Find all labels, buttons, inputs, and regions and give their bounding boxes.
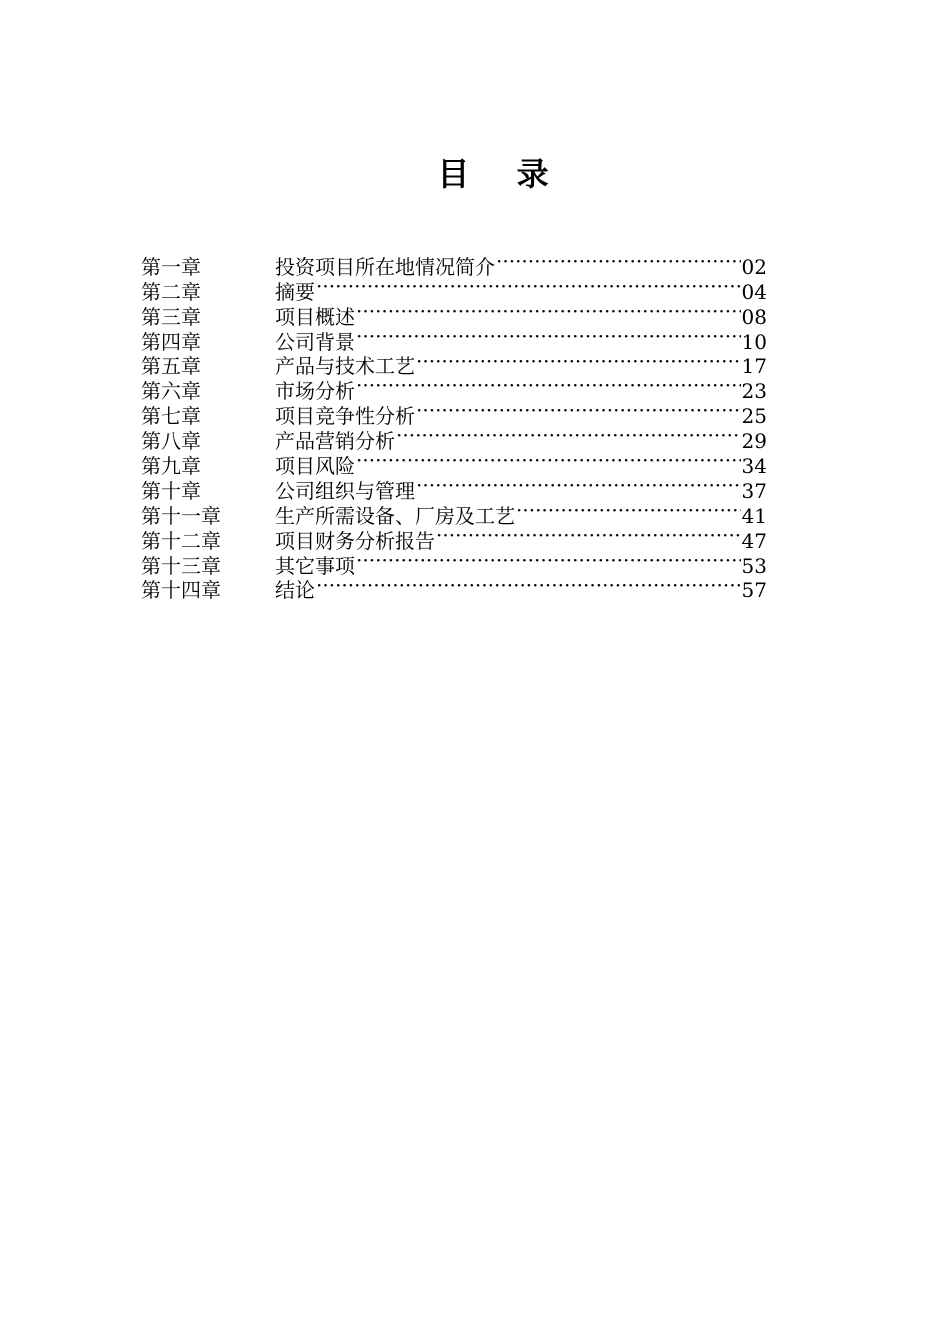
toc-chapter-number: 第二章 [141, 279, 201, 304]
toc-chapter-number: 第三章 [141, 304, 201, 329]
toc-chapter-title: 摘要 [275, 279, 315, 304]
toc-chapter-title: 项目财务分析报告 [275, 528, 435, 553]
toc-chapter-number: 第十三章 [141, 553, 221, 578]
toc-page-number: 47 [741, 528, 767, 553]
toc-page-number: 29 [741, 429, 767, 454]
toc-chapter-number: 第十四章 [141, 578, 221, 603]
toc-chapter-number: 第九章 [141, 454, 201, 479]
toc-chapter-title: 项目风险 [275, 454, 355, 479]
table-of-contents [141, 249, 767, 603]
toc-chapter-number: 第一章 [141, 254, 201, 279]
toc-chapter-title: 公司组织与管理 [275, 478, 415, 503]
toc-chapter-number: 第十二章 [141, 528, 221, 553]
toc-page-number: 34 [741, 454, 767, 479]
toc-chapter-number: 第七章 [141, 404, 201, 429]
toc-dot-leader [356, 448, 741, 473]
toc-dot-leader [516, 498, 741, 523]
toc-chapter-number: 第十章 [141, 478, 201, 503]
toc-chapter-title: 结论 [275, 578, 315, 603]
toc-chapter-number: 第六章 [141, 379, 201, 404]
toc-chapter-title: 产品营销分析 [275, 429, 395, 454]
toc-dot-leader [416, 398, 741, 423]
toc-chapter-title: 项目概述 [275, 304, 355, 329]
toc-dot-leader [396, 423, 741, 448]
toc-page-number: 17 [741, 354, 767, 379]
toc-dot-leader [436, 523, 741, 548]
page-title: 目 录 [437, 155, 567, 193]
toc-chapter-number: 第五章 [141, 354, 201, 379]
toc-dot-leader [496, 249, 741, 274]
toc-page-number: 57 [741, 578, 767, 603]
toc-chapter-number: 第八章 [141, 429, 201, 454]
toc-page-number: 02 [741, 254, 767, 279]
toc-chapter-title: 市场分析 [275, 379, 355, 404]
toc-page-number: 37 [741, 478, 767, 503]
toc-dot-leader [356, 324, 741, 349]
toc-page-number: 25 [741, 404, 767, 429]
toc-chapter-title: 产品与技术工艺 [275, 354, 415, 379]
toc-dot-leader [356, 373, 741, 398]
toc-page-number: 23 [741, 379, 767, 404]
toc-dot-leader [416, 473, 741, 498]
toc-page-number: 53 [741, 553, 767, 578]
toc-dot-leader [316, 573, 741, 598]
toc-chapter-title: 生产所需设备、厂房及工艺 [275, 503, 515, 528]
toc-chapter-number: 第十一章 [141, 503, 221, 528]
toc-chapter-title: 投资项目所在地情况简介 [275, 254, 495, 279]
toc-entry-1 [141, 249, 767, 279]
toc-chapter-title: 公司背景 [275, 329, 355, 354]
toc-chapter-title: 项目竞争性分析 [275, 404, 415, 429]
toc-page-number: 08 [741, 304, 767, 329]
toc-dot-leader [356, 548, 741, 573]
toc-chapter-number: 第四章 [141, 329, 201, 354]
toc-dot-leader [416, 349, 741, 374]
toc-page-number: 04 [741, 279, 767, 304]
toc-dot-leader [316, 274, 741, 299]
toc-dot-leader [356, 299, 741, 324]
toc-page-number: 41 [741, 503, 767, 528]
toc-page-number: 10 [741, 329, 767, 354]
toc-chapter-title: 其它事项 [275, 553, 355, 578]
